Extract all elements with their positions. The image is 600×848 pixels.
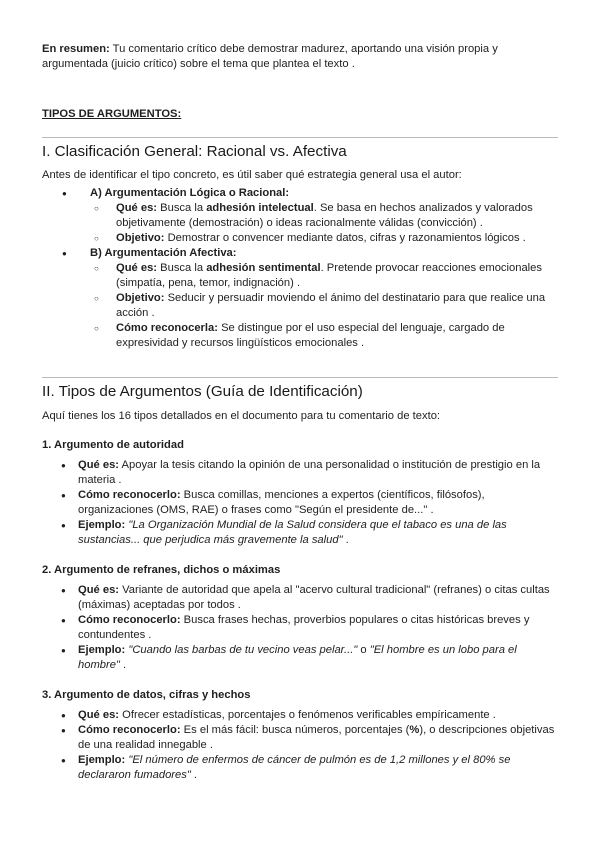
example-text: "El número de enfermos de cáncer de pulmón es de 1,2 millones y el 80% se declararon fumadores" <box>78 754 511 781</box>
argument-3-list <box>42 708 558 783</box>
list-item <box>90 321 558 351</box>
item-label: Qué es: <box>116 202 158 214</box>
example-text: "La Organización Mundial de la Salud considera que el tabaco es una de las sustancias... que perjudica más gravemente la salud" <box>78 519 507 546</box>
sub-list <box>90 201 558 246</box>
item-label: Qué es: <box>78 584 120 596</box>
item-text: Es el más fácil: busca números, porcentajes ( <box>180 724 410 736</box>
item-text: . Se basa en hechos analizados y valorados objetivamente (demostración) o ideas racionalmente válidas (convicción) . <box>116 202 533 229</box>
item-label: Qué es: <box>78 709 120 721</box>
list-item <box>42 753 558 783</box>
item-text: Variante de autoridad que apela al "acervo cultural tradicional" (refranes) o citas cultas (máximas) aceptadas por todos . <box>78 584 550 611</box>
item-label: Cómo reconocerlo: <box>78 489 181 501</box>
argument-3-title: 3. Argumento de datos, cifras y hechos <box>42 689 251 701</box>
list-item <box>42 643 558 673</box>
item-text: Busca comillas, menciones a expertos (científicos, filósofos), organizaciones (OMS, RAE) o frases como "Según el presidente de..." . <box>78 489 485 516</box>
list-item <box>42 518 558 548</box>
item-label: Objetivo: <box>116 292 165 304</box>
classification-list <box>42 186 558 351</box>
list-item <box>90 201 558 231</box>
item-label: Ejemplo: <box>78 519 126 531</box>
sub-list <box>90 261 558 351</box>
list-item <box>90 261 558 291</box>
item-label: Cómo reconocerlo: <box>78 724 181 736</box>
argument-1-list <box>42 458 558 548</box>
item-label: Cómo reconocerla: <box>116 322 218 334</box>
list-item <box>42 458 558 488</box>
item-label: Qué es: <box>78 459 120 471</box>
item-text: . Pretende provocar reacciones emocionales (simpatía, pena, temor, indignación) . <box>116 262 542 289</box>
item-text: . <box>342 534 349 546</box>
item-text: Apoyar la tesis citando la opinión de una personalidad o institución de prestigio en la materia . <box>78 459 541 486</box>
item-text: o <box>357 644 370 656</box>
argument-2-title: 2. Argumento de refranes, dichos o máximas <box>42 564 281 576</box>
item-text: ), o descripciones objetivas de una realidad innegable . <box>78 724 555 751</box>
section-2-lead: Aquí tienes los 16 tipos detallados en el documento para tu comentario de texto: <box>42 410 441 422</box>
example-text: "Cuando las barbas de tu vecino veas pelar..." <box>125 644 358 656</box>
item-text: Ofrecer estadísticas, porcentajes o fenómenos verificables empíricamente . <box>119 709 496 721</box>
list-item <box>42 613 558 643</box>
item-bold: adhesión intelectual <box>206 202 314 214</box>
item-label: Ejemplo: <box>78 644 126 656</box>
summary-text: Tu comentario crítico debe demostrar madurez, aportando una visión propia y argumentada (juicio crítico) sobre el tema que plantea el texto . <box>42 43 498 70</box>
example-text: "El hombre es un lobo para el hombre" <box>78 644 517 671</box>
argument-2-list <box>42 583 558 673</box>
list-item-logical <box>42 186 558 246</box>
item-label: Cómo reconocerlo: <box>78 614 181 626</box>
item-text: Demostrar o convencer mediante datos, cifras y razonamientos lógicos . <box>164 232 526 244</box>
section-divider <box>42 137 558 138</box>
summary-paragraph <box>42 42 558 72</box>
list-item-affective <box>42 246 558 351</box>
list-item <box>90 231 558 246</box>
types-heading: TIPOS DE ARGUMENTOS: <box>42 108 182 120</box>
item-label: Ejemplo: <box>78 754 126 766</box>
section-2-title: II. Tipos de Argumentos (Guía de Identificación) <box>42 383 363 400</box>
item-label: Qué es: <box>116 262 158 274</box>
group-title: A) Argumentación Lógica o Racional: <box>90 187 290 199</box>
list-item <box>42 723 558 753</box>
item-text: Busca frases hechas, proverbios populares o citas históricas breves y contundentes . <box>78 614 530 641</box>
section-divider <box>42 377 558 378</box>
item-text: Busca la <box>157 202 207 214</box>
item-text: . <box>119 659 127 671</box>
item-bold: % <box>409 724 420 736</box>
summary-label: En resumen: <box>42 43 110 55</box>
section-1-lead: Antes de identificar el tipo concreto, es útil saber qué estrategia general usa el autor: <box>42 169 462 181</box>
list-item <box>42 488 558 518</box>
list-item <box>42 708 558 723</box>
item-label: Objetivo: <box>116 232 165 244</box>
section-1-title: I. Clasificación General: Racional vs. Afectiva <box>42 143 347 160</box>
argument-1-title: 1. Argumento de autoridad <box>42 439 184 451</box>
item-bold: adhesión sentimental <box>206 262 321 274</box>
item-text: Se distingue por el uso especial del lenguaje, cargado de expresividad y recursos lingüísticos emocionales . <box>116 322 505 349</box>
list-item <box>90 291 558 321</box>
item-text: . <box>190 769 198 781</box>
group-title: B) Argumentación Afectiva: <box>90 247 237 259</box>
item-text: Busca la <box>157 262 207 274</box>
list-item <box>42 583 558 613</box>
item-text: Seducir y persuadir moviendo el ánimo del destinatario para que realice una acción . <box>116 292 546 319</box>
